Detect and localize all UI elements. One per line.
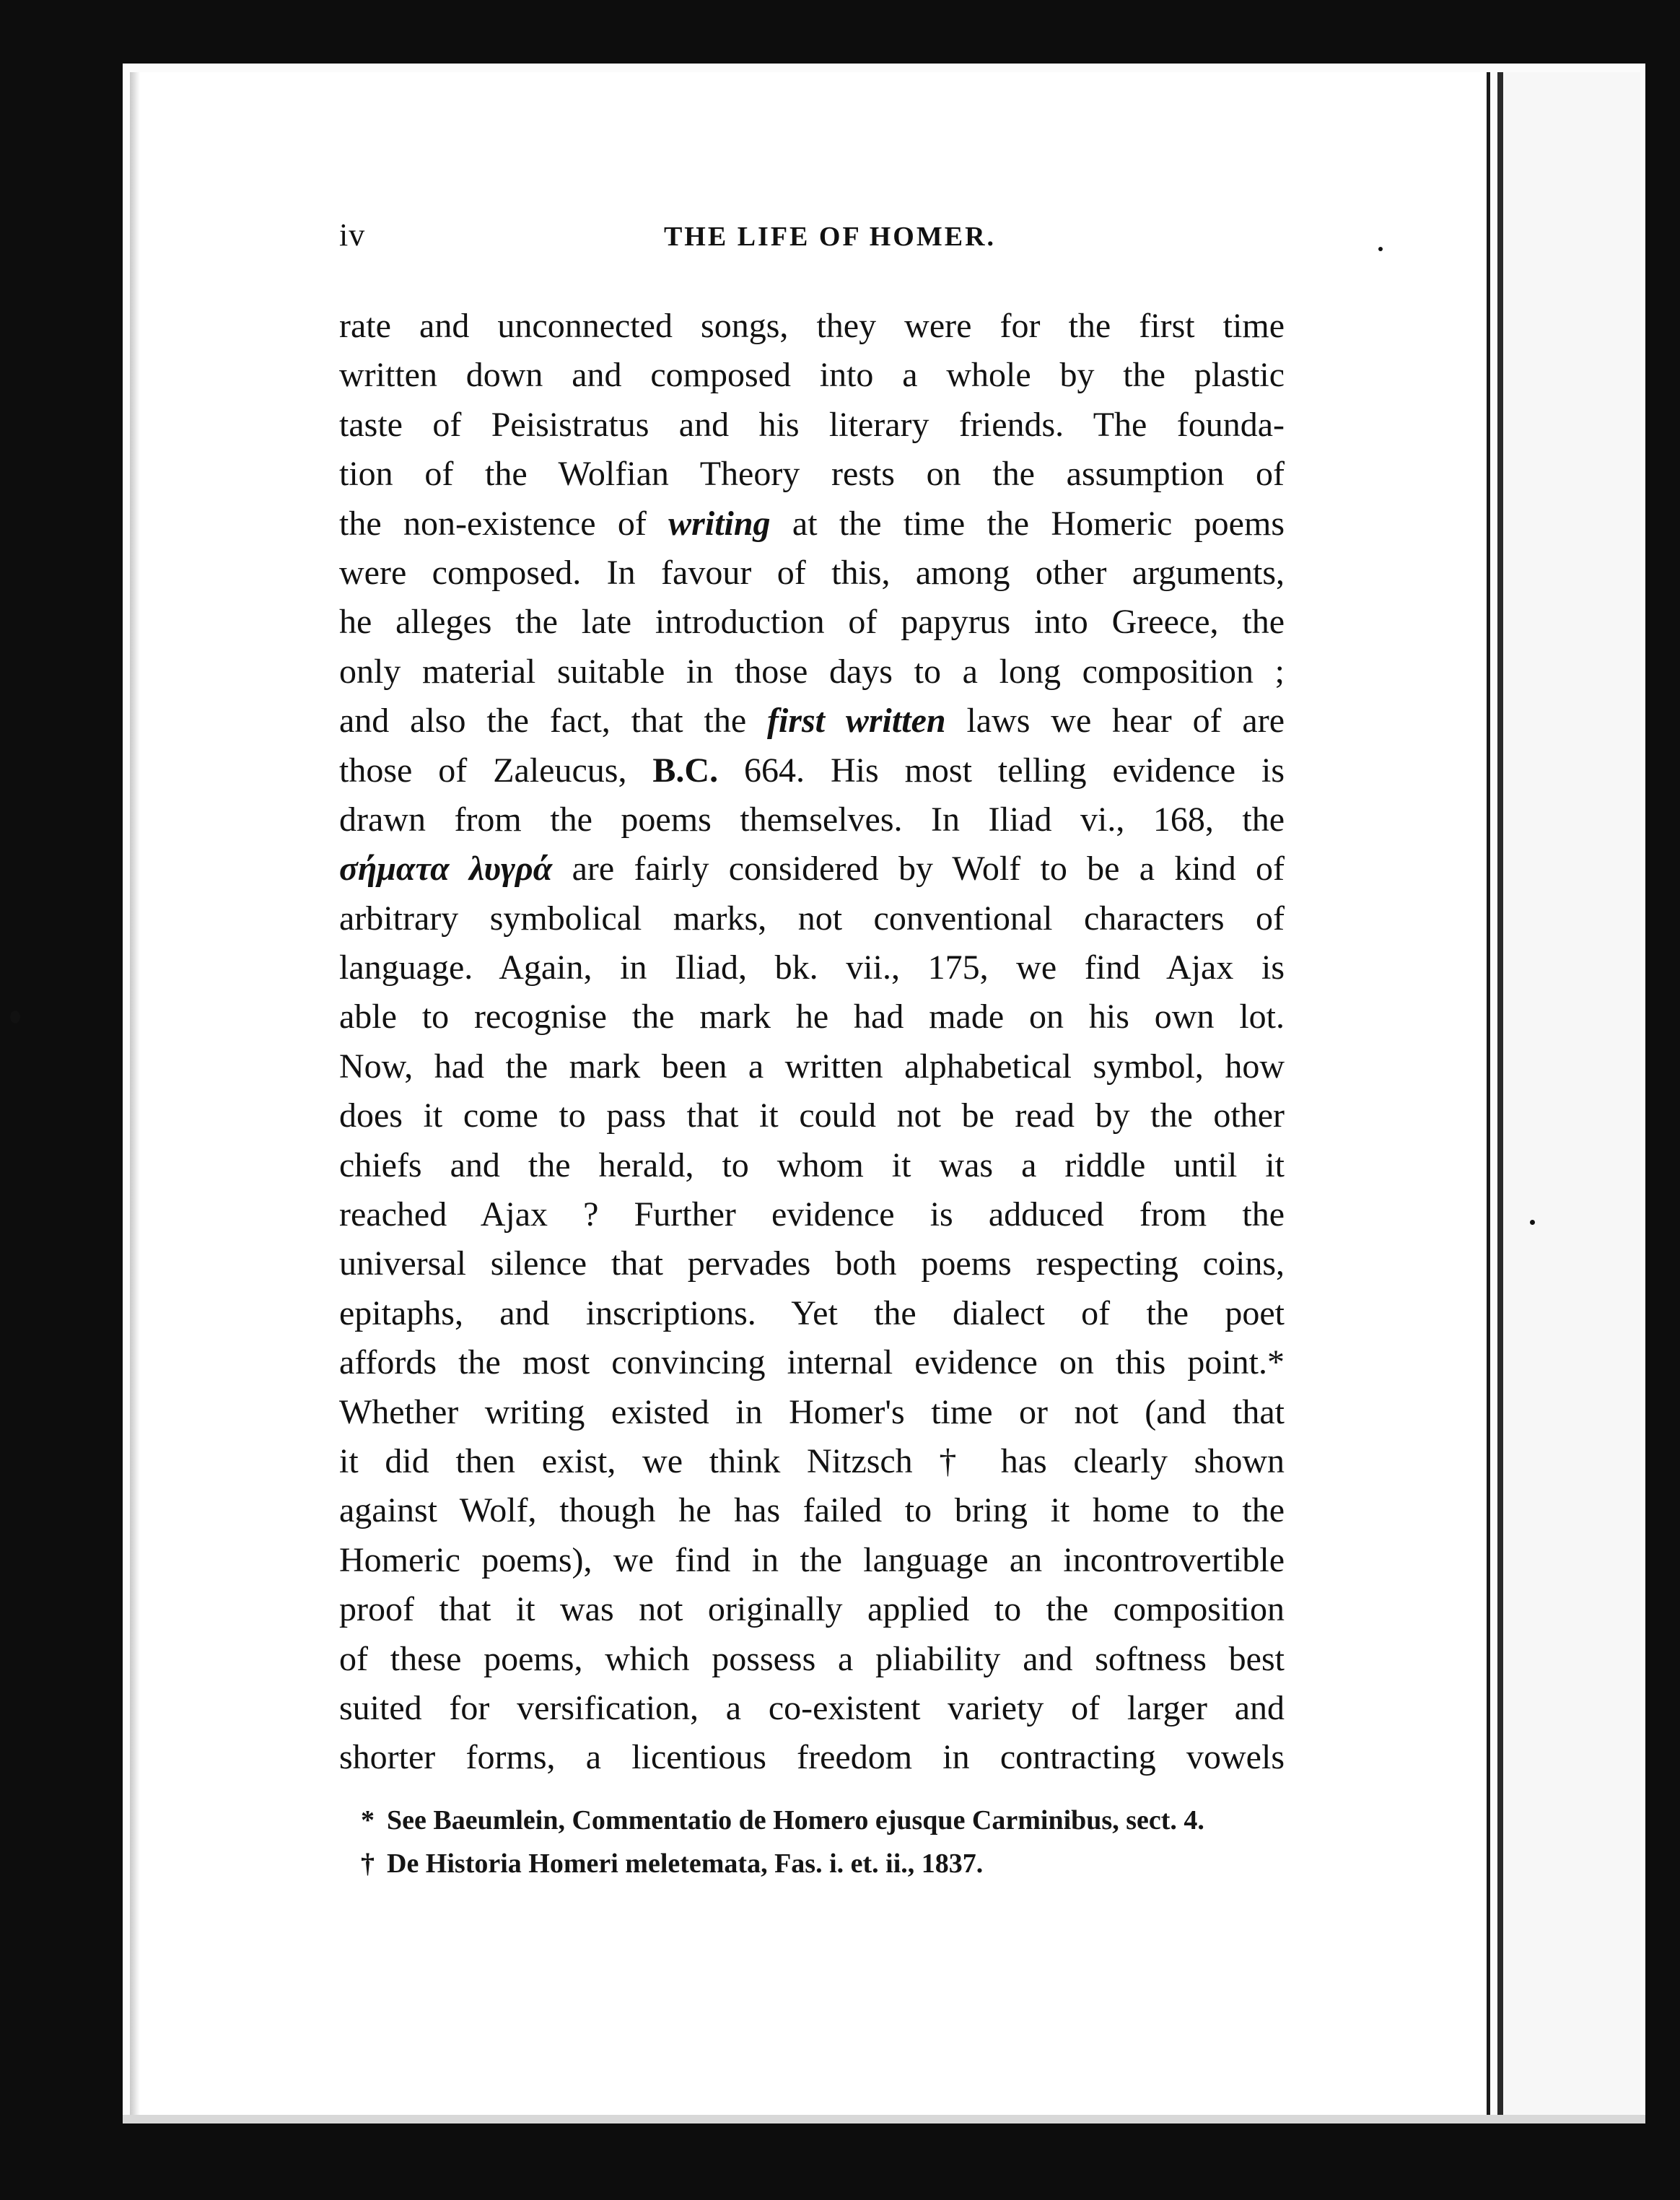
text-line: [339, 1141, 1285, 1190]
text-line: [339, 844, 1285, 894]
text-run: taste of Peisistratus and his literary friends. The founda-: [339, 405, 1285, 444]
footnotes: [361, 1799, 1285, 1885]
text-line: [339, 1536, 1285, 1585]
text-run: proof that it was not originally applied to the composition: [339, 1590, 1285, 1629]
text-run: were composed. In favour of this, among other arguments,: [339, 553, 1285, 592]
scan-speck: [1378, 247, 1383, 251]
footnote-mark: †: [361, 1848, 375, 1879]
text-run: at the time the Homeric poems: [770, 504, 1285, 543]
adjacent-page: [1503, 72, 1640, 2115]
text-line: [339, 549, 1285, 598]
text-run: chiefs and the herald, to whom it was a riddle until it: [339, 1145, 1285, 1184]
small-caps-text: B.C.: [652, 751, 719, 790]
footnote: [361, 1842, 1285, 1885]
text-line: [339, 697, 1285, 746]
text-run: reached Ajax ? Further evidence is adduced from the: [339, 1195, 1285, 1234]
footnote-text: See Baeumlein, Commentatio de Homero ejusque Carminibus, sect. 4.: [387, 1805, 1204, 1835]
text-run: shorter forms, a licentious freedom in contracting vowels: [339, 1738, 1285, 1777]
text-line: [339, 401, 1285, 450]
page-header: [339, 217, 1277, 260]
text-run: against Wolf, though he has failed to bring it home to the: [339, 1491, 1285, 1530]
text-line: [339, 302, 1285, 351]
body-text: [339, 302, 1285, 1783]
text-line: [339, 1239, 1285, 1288]
text-line: [339, 598, 1285, 647]
text-line: [339, 647, 1285, 697]
text-line: [339, 1190, 1285, 1239]
text-run: Homeric poems), we find in the language an incontrovertible: [339, 1540, 1285, 1579]
text-run: arbitrary symbolical marks, not conventional characters of: [339, 899, 1285, 938]
bottom-edge: [123, 2115, 1645, 2123]
text-run: language. Again, in Iliad, bk. vii., 175, we find Ajax is: [339, 948, 1285, 987]
text-run: epitaphs, and inscriptions. Yet the dialect of the poet: [339, 1293, 1285, 1332]
text-run: tion of the Wolfian Theory rests on the assumption of: [339, 455, 1285, 494]
text-run: those of Zaleucus,: [339, 751, 653, 790]
text-line: [339, 746, 1285, 795]
text-run: are fairly considered by Wolf to be a kind of: [552, 850, 1285, 889]
text-run: Whether writing existed in Homer's time or not (and that: [339, 1392, 1285, 1431]
text-run: suited for versification, a co-existent variety of larger and: [339, 1688, 1285, 1727]
text-run: affords the most convincing internal evidence on this point.*: [339, 1343, 1285, 1382]
text-line: [339, 1091, 1285, 1140]
italic-text: writing: [668, 504, 771, 543]
text-run: drawn from the poems themselves. In Iliad vi., 168, the: [339, 800, 1285, 839]
text-run: does it come to pass that it could not be read by the other: [339, 1096, 1285, 1135]
greek-phrase: σήματα λυγρά: [339, 850, 553, 889]
text-line: [339, 795, 1285, 844]
text-line: [339, 1338, 1285, 1387]
page-number: iv: [339, 217, 366, 253]
text-line: [339, 1733, 1285, 1782]
text-line: [339, 1486, 1285, 1535]
text-run: rate and unconnected songs, they were for the first time: [339, 307, 1285, 345]
text-run: it did then exist, we think Nitzsch † has clearly shown: [339, 1441, 1285, 1480]
text-run: of these poems, which possess a pliability and softness best: [339, 1639, 1285, 1678]
text-line: [339, 992, 1285, 1042]
text-line: [339, 894, 1285, 943]
running-title: THE LIFE OF HOMER.: [663, 222, 997, 252]
page-edge: [1497, 72, 1503, 2115]
text-run: universal silence that pervades both poems respecting coins,: [339, 1244, 1285, 1283]
scan-speck: [1530, 1220, 1535, 1225]
text-run: laws we hear of are: [945, 702, 1285, 741]
text-line: [339, 351, 1285, 400]
text-line: [339, 943, 1285, 992]
italic-text: first written: [766, 702, 946, 741]
gutter-shadow: [130, 72, 140, 2115]
text-line: [339, 1388, 1285, 1437]
text-line: [339, 1289, 1285, 1338]
footnote: [361, 1799, 1285, 1842]
text-run: and also the fact, that the: [339, 702, 767, 741]
text-line: [339, 450, 1285, 499]
scan-speck: [10, 1010, 20, 1023]
text-run: 664. His most telling evidence is: [718, 751, 1285, 790]
text-line: [339, 1585, 1285, 1634]
text-run: only material suitable in those days to a long composition ;: [339, 652, 1285, 691]
text-line: [339, 499, 1285, 549]
footnote-text: De Historia Homeri meletemata, Fas. i. et. ii., 1837.: [387, 1848, 984, 1879]
text-line: [339, 1042, 1285, 1091]
text-run: he alleges the late introduction of papyrus into Greece, the: [339, 603, 1285, 642]
text-run: able to recognise the mark he had made on his own lot.: [339, 998, 1285, 1036]
text-run: Now, had the mark been a written alphabetical symbol, how: [339, 1047, 1285, 1086]
text-line: [339, 1635, 1285, 1684]
text-line: [339, 1684, 1285, 1733]
text-run: written down and composed into a whole by the plastic: [339, 356, 1285, 395]
footnote-mark: *: [361, 1805, 375, 1835]
text-run: the non-existence of: [339, 504, 669, 543]
text-line: [339, 1437, 1285, 1486]
